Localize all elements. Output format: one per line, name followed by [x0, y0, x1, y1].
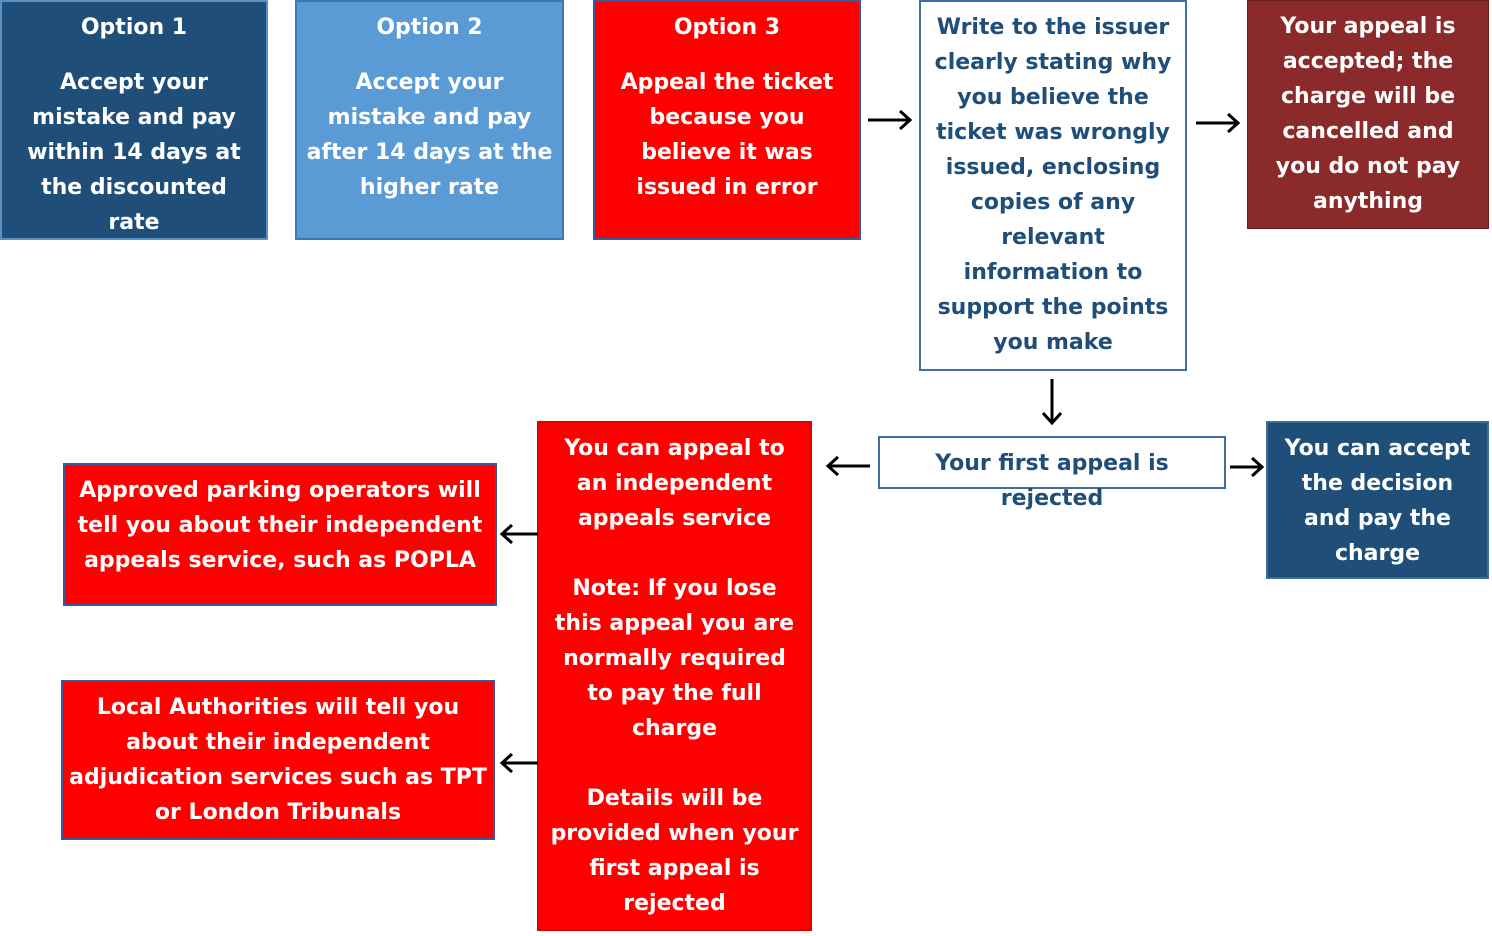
independent-appeal-box — [537, 421, 812, 931]
option-3-text: Appeal the ticket because you believe it was issued in error — [620, 70, 834, 200]
write-issuer-box — [919, 0, 1187, 371]
arrow-right-icon — [866, 108, 914, 132]
option-3-heading: Option 3 — [673, 15, 781, 40]
option-1-box — [0, 0, 268, 240]
appeal-accepted-text: Your appeal is accepted; the charge will be cancelled and you do not pay anything — [1275, 14, 1461, 214]
option-2-text: Accept your mistake and pay after 14 days at the higher rate — [306, 70, 553, 200]
arrow-right-icon — [1228, 455, 1266, 479]
arrow-down-icon — [1040, 377, 1064, 427]
arrow-right-icon — [1194, 111, 1242, 135]
option-2-box — [295, 0, 564, 240]
arrow-left-icon — [498, 751, 540, 775]
independent-appeal-details: Details will be provided when your first appeal is rejected — [550, 786, 799, 916]
local-authorities-box — [61, 680, 495, 840]
option-1-heading: Option 1 — [80, 15, 188, 40]
write-issuer-text: Write to the issuer clearly stating why you believe the ticket was wrongly issued, enclosing copies of any relevant information to support the points you make — [934, 15, 1172, 355]
accept-decision-text: You can accept the decision and pay the charge — [1284, 436, 1471, 566]
first-appeal-rejected-text: Your first appeal is rejected — [935, 451, 1169, 511]
first-appeal-rejected-box — [878, 436, 1226, 511]
independent-appeal-note: Note: If you lose this appeal you are normally required to pay the full charge — [554, 576, 795, 741]
arrow-left-icon — [824, 454, 872, 478]
parking-operators-text: Approved parking operators will tell you about their independent appeals service, such as POPLA — [77, 478, 483, 573]
option-2-heading: Option 2 — [376, 15, 483, 40]
accept-decision-box — [1266, 421, 1489, 579]
arrow-left-icon — [498, 522, 540, 546]
appeal-accepted-box — [1247, 0, 1489, 229]
parking-operators-box — [63, 463, 497, 606]
local-authorities-text: Local Authorities will tell you about their independent adjudication services such as TPT or London Tribunals — [69, 695, 487, 825]
option-3-box — [593, 0, 861, 240]
option-1-text: Accept your mistake and pay within 14 days at the discounted rate — [27, 70, 241, 235]
independent-appeal-main: You can appeal to an independent appeals service — [564, 436, 785, 531]
